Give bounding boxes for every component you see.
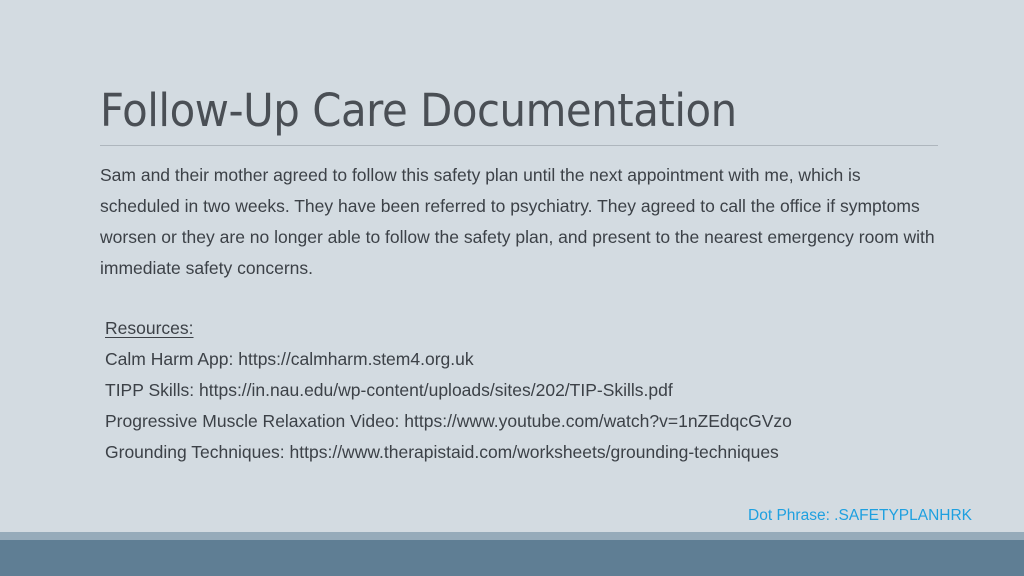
dot-phrase-label: Dot Phrase: .SAFETYPLANHRK bbox=[748, 507, 972, 524]
resource-item-tipp-skills[interactable]: TIPP Skills: https://in.nau.edu/wp-content/uploads/sites/202/TIP-Skills.pdf bbox=[105, 380, 673, 400]
footer-band-light bbox=[0, 532, 1024, 540]
resource-item-calm-harm[interactable]: Calm Harm App: https://calmharm.stem4.org.uk bbox=[105, 349, 474, 369]
slide-title: Follow-Up Care Documentation bbox=[100, 84, 737, 137]
footer-band-dark bbox=[0, 540, 1024, 576]
follow-up-paragraph: Sam and their mother agreed to follow this safety plan until the next appointment with me, which is scheduled in two weeks. They have been referred to psychiatry. They agreed to call the office if symptoms worsen or they are no longer able to follow the safety plan, and present to the nearest emergency room with immediate safety concerns. bbox=[100, 165, 935, 278]
resource-item-muscle-relaxation[interactable]: Progressive Muscle Relaxation Video: https://www.youtube.com/watch?v=1nZEdqcGVzo bbox=[105, 411, 792, 431]
title-divider bbox=[100, 145, 938, 146]
resources-heading: Resources: bbox=[105, 318, 194, 338]
resources-list bbox=[105, 313, 965, 468]
resource-item-grounding[interactable]: Grounding Techniques: https://www.therapistaid.com/worksheets/grounding-techniques bbox=[105, 442, 779, 462]
